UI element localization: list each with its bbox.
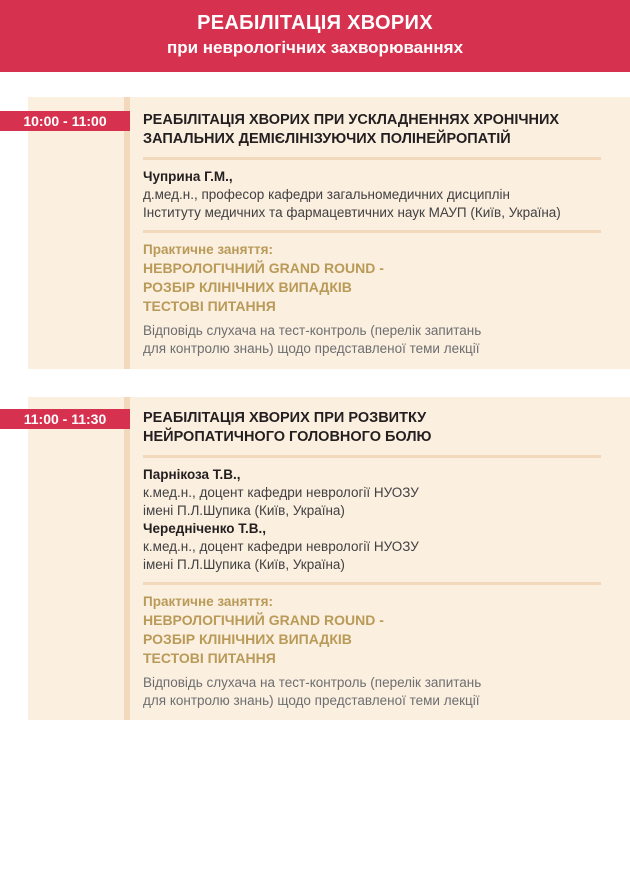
session-description xyxy=(143,674,613,710)
timeline-bar xyxy=(124,397,130,720)
practical-line: РОЗБІР КЛІНІЧНИХ ВИПАДКІВ xyxy=(143,279,352,295)
header-subtitle: при неврологічних захворюваннях xyxy=(166,38,464,57)
session-time: 10:00 - 11:00 xyxy=(0,111,130,131)
divider xyxy=(143,157,601,160)
practical-line: ТЕСТОВІ ПИТАННЯ xyxy=(143,650,276,666)
speaker-name: Парнікоза Т.В., xyxy=(143,467,241,482)
session-content xyxy=(143,111,613,358)
practical-label: Практичне заняття: xyxy=(143,594,274,609)
practical-line: НЕВРОЛОГІЧНИЙ GRAND ROUND - xyxy=(143,260,384,276)
session-title-line: НЕЙРОПАТИЧНОГО ГОЛОВНОГО БОЛЮ xyxy=(143,429,432,445)
description-line: Відповідь слухача на тест-контроль (перелік запитань xyxy=(143,323,482,338)
description-line: Відповідь слухача на тест-контроль (перелік запитань xyxy=(143,675,482,690)
session-title xyxy=(143,409,613,447)
speaker-info-line: імені П.Л.Шупика (Київ, Україна) xyxy=(143,503,345,518)
description-line: для контролю знань) щодо представленої теми лекції xyxy=(143,693,480,708)
description-line: для контролю знань) щодо представленої теми лекції xyxy=(143,341,480,356)
timeline-bar xyxy=(124,97,130,369)
session-description xyxy=(143,322,613,358)
divider xyxy=(143,455,601,458)
speaker-name: Чуприна Г.М., xyxy=(143,169,233,184)
session-title-line: ЗАПАЛЬНИХ ДЕМІЄЛІНІЗУЮЧИХ ПОЛІНЕЙРОПАТІЙ xyxy=(143,131,511,147)
session-title-line: РЕАБІЛІТАЦІЯ ХВОРИХ ПРИ РОЗВИТКУ xyxy=(143,410,427,426)
practical-line: НЕВРОЛОГІЧНИЙ GRAND ROUND - xyxy=(143,612,384,628)
session-content xyxy=(143,409,613,710)
page-header xyxy=(0,0,630,72)
divider xyxy=(143,582,601,585)
practical-line: РОЗБІР КЛІНІЧНИХ ВИПАДКІВ xyxy=(143,631,352,647)
speaker-info-line: к.мед.н., доцент кафедри неврології НУОЗУ xyxy=(143,485,419,500)
session-title-line: РЕАБІЛІТАЦІЯ ХВОРИХ ПРИ УСКЛАДНЕННЯХ ХРОНІЧНИХ xyxy=(143,112,560,128)
speaker-info-line: Інституту медичних та фармацевтичних наук МАУП (Київ, Україна) xyxy=(143,205,561,220)
speaker-info-line: д.мед.н., професор кафедри загальномедичних дисциплін xyxy=(143,187,511,202)
speaker-name: Чередніченко Т.В., xyxy=(143,521,267,536)
session-title xyxy=(143,111,613,149)
divider xyxy=(143,230,601,233)
practical-line: ТЕСТОВІ ПИТАННЯ xyxy=(143,298,276,314)
practical-label: Практичне заняття: xyxy=(143,242,274,257)
session-time: 11:00 - 11:30 xyxy=(0,409,130,429)
header-title: РЕАБІЛІТАЦІЯ ХВОРИХ xyxy=(197,12,433,34)
speaker-info-line: к.мед.н., доцент кафедри неврології НУОЗУ xyxy=(143,539,419,554)
speaker-info-line: імені П.Л.Шупика (Київ, Україна) xyxy=(143,557,345,572)
